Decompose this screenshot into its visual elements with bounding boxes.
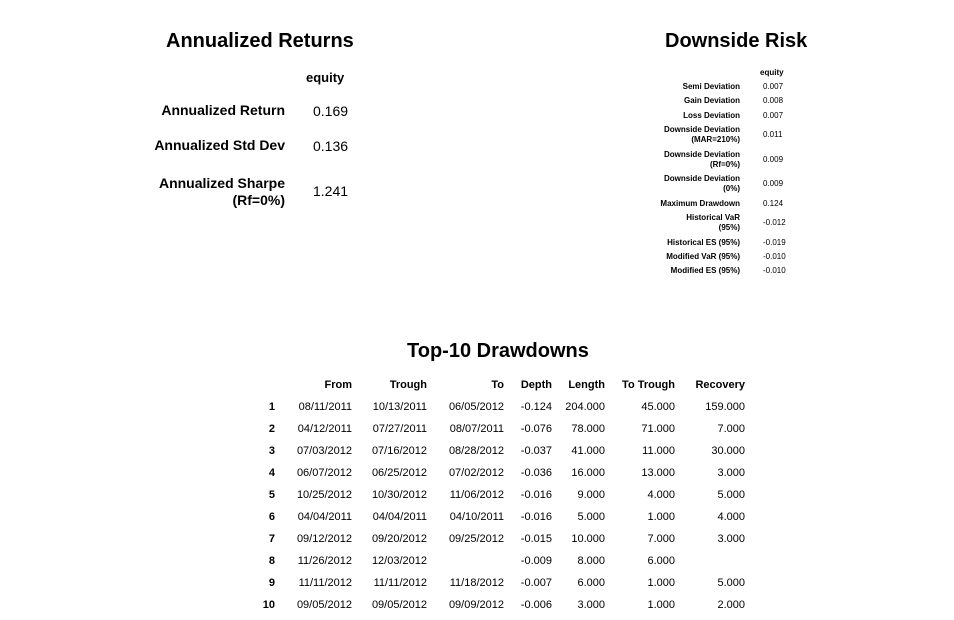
drawdowns-body — [253, 396, 749, 616]
table-cell: 11/06/2012 — [449, 489, 504, 501]
downside-risk-value: 0.011 — [763, 130, 783, 139]
annualized-returns-column-header: equity — [306, 70, 345, 85]
table-cell: 6.000 — [577, 577, 605, 589]
table-cell: 1.000 — [647, 577, 675, 589]
table-cell: 10.000 — [571, 533, 605, 545]
table-cell: 204.000 — [565, 401, 605, 413]
table-cell: -0.007 — [520, 577, 552, 589]
table-cell: 30.000 — [711, 445, 745, 457]
table-cell: 06/05/2012 — [448, 401, 504, 413]
downside-risk-value: -0.012 — [763, 218, 786, 227]
table-cell: 06/07/2012 — [296, 467, 352, 479]
downside-risk-label: Historical VaR (95%) — [686, 213, 740, 232]
drawdowns-column-header: To Trough — [622, 379, 675, 391]
downside-risk-label: Downside Deviation (MAR=210%) — [663, 125, 740, 144]
table-cell: 3.000 — [577, 599, 605, 611]
table-row — [253, 528, 749, 550]
annualized-returns-title: Annualized Returns — [166, 30, 354, 52]
downside-risk-title: Downside Risk — [665, 30, 808, 52]
downside-risk-label: Gain Deviation — [683, 96, 740, 105]
table-cell: 11/11/2012 — [298, 577, 352, 589]
downside-risk-value: 0.009 — [763, 155, 784, 164]
table-cell: 10/25/2012 — [296, 489, 352, 501]
annualized-sharpe-value: 1.241 — [313, 183, 349, 199]
table-cell: 09/20/2012 — [371, 533, 427, 545]
downside-risk-value: 0.009 — [763, 179, 784, 188]
table-cell: 1.000 — [647, 599, 675, 611]
table-cell: 5.000 — [717, 489, 745, 501]
table-cell: 11/11/2012 — [373, 577, 427, 589]
annualized-std-dev-label: Annualized Std Dev — [154, 137, 285, 153]
drawdowns-column-header: To — [491, 379, 504, 391]
table-row — [253, 396, 749, 418]
downside-risk-label: Downside Deviation (Rf=0%) — [663, 150, 740, 169]
table-cell: 3.000 — [717, 533, 745, 545]
drawdowns-column-header: Length — [568, 379, 605, 391]
table-cell: 41.000 — [571, 445, 605, 457]
table-cell: 07/03/2012 — [296, 445, 352, 457]
downside-risk-value: -0.010 — [763, 266, 786, 275]
table-cell: 07/16/2012 — [371, 445, 427, 457]
table-cell: 09/12/2012 — [296, 533, 352, 545]
table-row — [253, 550, 749, 572]
row-index: 7 — [268, 533, 275, 545]
downside-risk-value: 0.124 — [763, 199, 784, 208]
downside-risk-label: Downside Deviation (0%) — [663, 174, 740, 193]
table-cell: 09/25/2012 — [448, 533, 504, 545]
downside-risk-value: -0.019 — [763, 238, 786, 247]
table-cell: 07/27/2011 — [372, 423, 427, 435]
table-cell: 12/03/2012 — [371, 555, 427, 567]
table-cell: 09/09/2012 — [448, 599, 504, 611]
table-cell: 3.000 — [717, 467, 745, 479]
row-index: 4 — [268, 467, 275, 479]
table-cell: 08/07/2011 — [449, 423, 504, 435]
downside-risk-column-header: equity — [760, 68, 784, 77]
table-cell: 04/04/2011 — [372, 511, 427, 523]
table-cell: 5.000 — [577, 511, 605, 523]
drawdowns-column-header: Trough — [389, 379, 427, 391]
drawdowns-column-header: Depth — [520, 379, 552, 391]
table-row — [253, 418, 749, 440]
table-cell: 2.000 — [717, 599, 745, 611]
annualized-sharpe-label: Annualized Sharpe (Rf=0%) — [158, 175, 285, 208]
table-cell: 09/05/2012 — [296, 599, 352, 611]
table-row — [253, 572, 749, 594]
downside-risk-label: Loss Deviation — [683, 111, 740, 120]
table-cell: 08/11/2011 — [298, 401, 352, 413]
table-cell: 10/13/2011 — [372, 401, 427, 413]
row-index: 3 — [268, 445, 275, 457]
drawdowns-column-header: Recovery — [695, 379, 745, 391]
table-cell: 04/10/2011 — [449, 511, 504, 523]
table-cell — [431, 550, 508, 572]
table-cell: 04/04/2011 — [297, 511, 352, 523]
table-cell: 1.000 — [647, 511, 675, 523]
downside-risk-value: -0.010 — [763, 252, 786, 261]
downside-risk-label: Semi Deviation — [682, 82, 740, 91]
table-cell: 6.000 — [647, 555, 675, 567]
annualized-return-label: Annualized Return — [161, 102, 285, 118]
table-cell: -0.006 — [520, 599, 552, 611]
table-cell: 09/05/2012 — [371, 599, 427, 611]
table-row — [253, 462, 749, 484]
table-cell: 08/28/2012 — [448, 445, 504, 457]
downside-risk-value: 0.007 — [763, 82, 784, 91]
annualized-std-dev-value: 0.136 — [313, 138, 349, 154]
drawdowns-table — [253, 374, 749, 616]
table-row — [253, 506, 749, 528]
table-cell: 7.000 — [717, 423, 745, 435]
row-index: 10 — [262, 599, 275, 611]
table-row — [253, 594, 749, 616]
table-cell: -0.016 — [520, 511, 552, 523]
table-row — [253, 440, 749, 462]
table-cell: 8.000 — [577, 555, 605, 567]
downside-risk-label: Modified VaR (95%) — [666, 252, 740, 261]
table-cell: 10/30/2012 — [371, 489, 427, 501]
table-cell: 11.000 — [642, 445, 675, 457]
downside-risk-label: Modified ES (95%) — [670, 266, 740, 275]
row-index: 9 — [268, 577, 275, 589]
downside-risk-label: Maximum Drawdown — [660, 199, 740, 208]
table-cell: 4.000 — [717, 511, 745, 523]
drawdowns-column-header — [253, 374, 279, 396]
table-cell: 78.000 — [571, 423, 605, 435]
table-cell: 11/26/2012 — [297, 555, 352, 567]
table-cell: 5.000 — [717, 577, 745, 589]
table-cell: -0.124 — [520, 401, 552, 413]
row-index: 5 — [268, 489, 275, 501]
table-cell: -0.037 — [520, 445, 552, 457]
table-cell: 04/12/2011 — [297, 423, 352, 435]
row-index: 1 — [268, 401, 275, 413]
annualized-return-value: 0.169 — [313, 103, 349, 119]
table-cell: 16.000 — [571, 467, 605, 479]
drawdowns-title: Top-10 Drawdowns — [407, 340, 589, 362]
row-index: 8 — [268, 555, 275, 567]
table-cell: 45.000 — [641, 401, 675, 413]
table-cell: 4.000 — [647, 489, 675, 501]
table-cell — [679, 550, 749, 572]
downside-risk-value: 0.008 — [763, 96, 784, 105]
table-cell: 11/18/2012 — [449, 577, 504, 589]
drawdowns-column-header: From — [324, 379, 352, 391]
table-cell: -0.036 — [520, 467, 552, 479]
table-cell: 07/02/2012 — [448, 467, 504, 479]
downside-risk-value: 0.007 — [763, 111, 784, 120]
table-cell: -0.076 — [520, 423, 552, 435]
table-cell: 71.000 — [641, 423, 675, 435]
table-cell: 9.000 — [577, 489, 605, 501]
drawdowns-header-row — [253, 374, 749, 396]
table-cell: -0.009 — [520, 555, 552, 567]
table-cell: 06/25/2012 — [371, 467, 427, 479]
downside-risk-label: Historical ES (95%) — [667, 238, 740, 247]
row-index: 2 — [268, 423, 275, 435]
table-cell: -0.016 — [520, 489, 552, 501]
row-index: 6 — [268, 511, 275, 523]
table-cell: 159.000 — [705, 401, 745, 413]
table-row — [253, 484, 749, 506]
table-cell: 13.000 — [641, 467, 675, 479]
table-cell: -0.015 — [520, 533, 552, 545]
table-cell: 7.000 — [647, 533, 675, 545]
